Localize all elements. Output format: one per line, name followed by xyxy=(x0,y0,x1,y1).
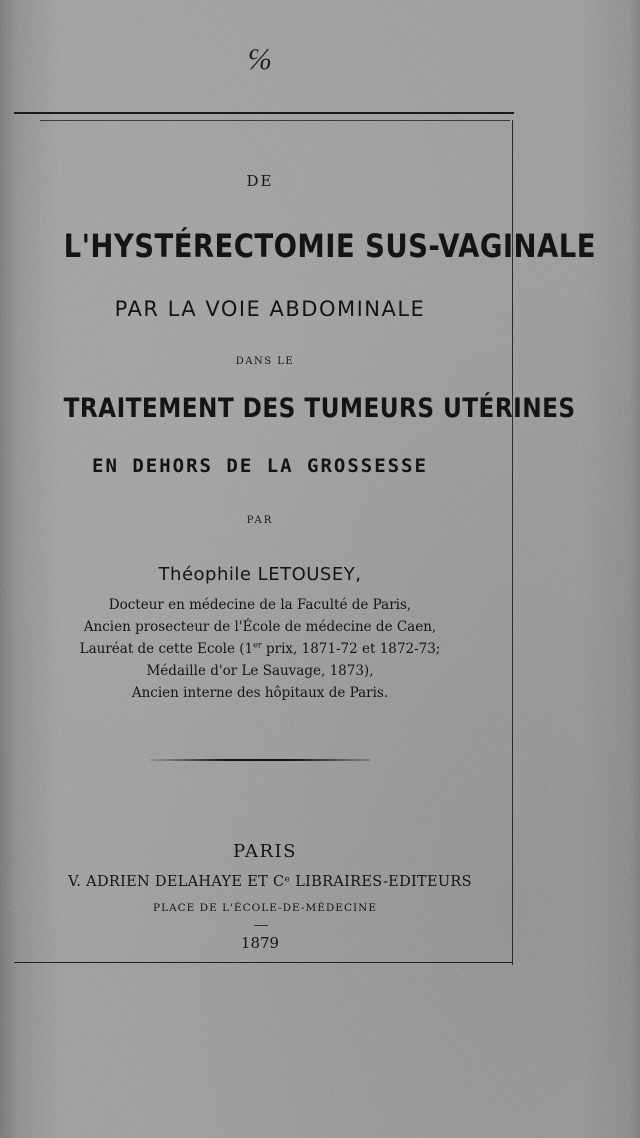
author-name: Théophile LETOUSEY, xyxy=(158,564,362,585)
author-credential: Médaille d'or Le Sauvage, 1873), xyxy=(146,663,374,679)
imprint-dash xyxy=(254,925,268,926)
credential-text: prix, 1871-72 et 1872-73; xyxy=(261,641,441,657)
imprint-city: PARIS xyxy=(233,841,297,862)
subtitle-condition: EN DEHORS DE LA GROSSESSE xyxy=(92,455,428,477)
subtitle-approach: PAR LA VOIE ABDOMINALE xyxy=(114,297,426,321)
author-credential xyxy=(60,641,460,657)
imprint-publisher: V. ADRIEN DELAHAYE ET Cᵉ LIBRAIRES-EDITEURS xyxy=(68,874,472,890)
credential-superscript: er xyxy=(253,640,262,650)
frame-rule-top-inner xyxy=(40,120,510,121)
imprint-address: PLACE DE L'ÉCOLE-DE-MÉDECINE xyxy=(153,902,377,914)
subtitle-treatment: TRAITEMENT DES TUMEURS UTÉRINES xyxy=(63,393,576,424)
author-credential: Ancien interne des hôpitaux de Paris. xyxy=(131,685,389,701)
frame-rule-bottom xyxy=(14,962,512,963)
credential-text: Lauréat de cette Ecole (1 xyxy=(79,641,254,657)
author-credential: Docteur en médecine de la Faculté de Paris, xyxy=(108,597,412,613)
shelf-mark: ℅ xyxy=(247,42,273,77)
main-title: L'HYSTÉRECTOMIE SUS-VAGINALE xyxy=(63,227,596,265)
imprint-year: 1879 xyxy=(240,934,280,952)
ornamental-rule xyxy=(150,759,370,761)
frame-rule-top xyxy=(14,112,514,114)
title-connector: DANS LE xyxy=(235,356,295,367)
title-preposition: DE xyxy=(246,172,274,190)
author-credential: Ancien prosecteur de l'École de médecine de Caen, xyxy=(83,619,437,635)
by-line: PAR xyxy=(246,515,274,526)
